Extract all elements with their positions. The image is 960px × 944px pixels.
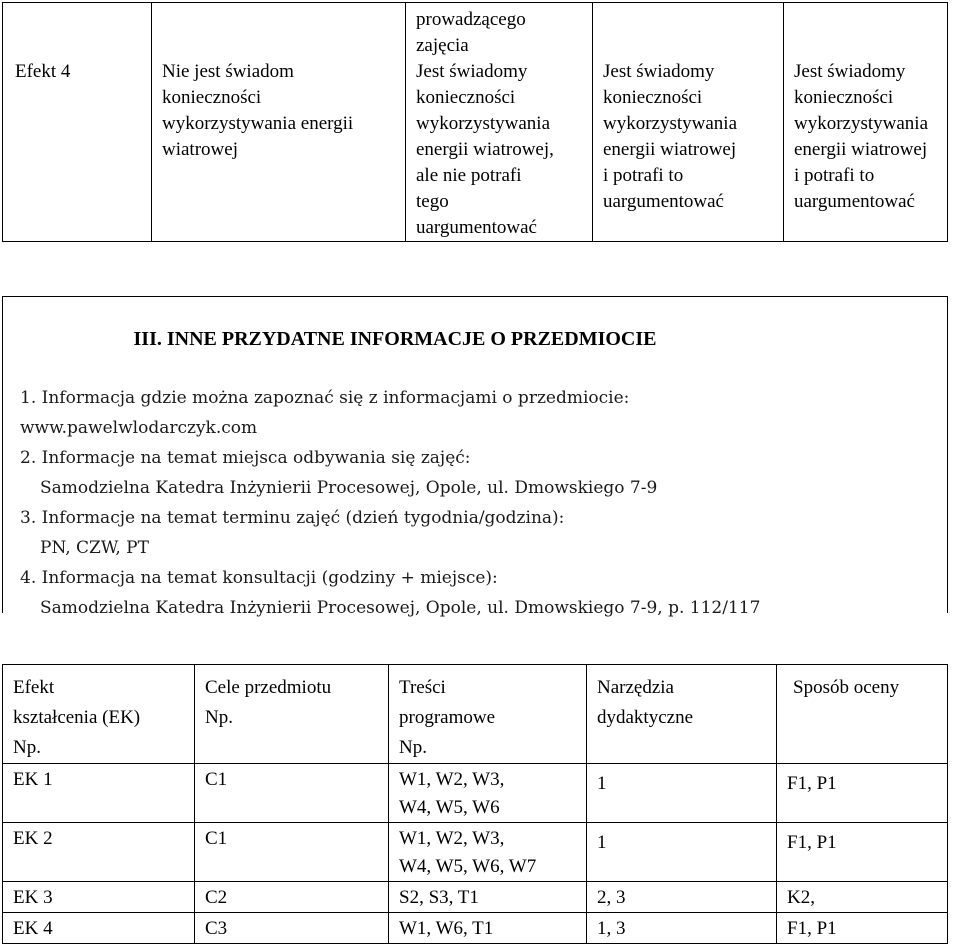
grade-3-cell: prowadzącego zajęcia Jest świadomy konieczności wykorzystywania energii wiatrowej, ale nie potrafi tego uargumentować [406, 3, 593, 242]
header-content: Treści programowe Np. [389, 665, 587, 764]
info-item-2-answer: Samodzielna Katedra Inżynierii Procesowej, Opole, ul. Dmowskiego 7-9 [40, 478, 658, 498]
table-row [3, 823, 948, 882]
cell-effect: EK 2 [3, 823, 195, 882]
info-item-4-question: 4. Informacja na temat konsultacji (godziny + miejsce): [20, 568, 498, 588]
effect-label-cell: Efekt 4 [3, 3, 152, 242]
header-effect: Efekt kształcenia (EK) Np. [3, 665, 195, 764]
section-title: III. INNE PRZYDATNE INFORMACJE O PRZEDMIOCIE [133, 328, 657, 350]
cell-assessment: F1, P1 [777, 823, 948, 882]
cell-tools: 1, 3 [587, 913, 777, 944]
cell-goal: C2 [195, 882, 389, 913]
table-row [3, 882, 948, 913]
cell-goal: C1 [195, 823, 389, 882]
cell-tools: 2, 3 [587, 882, 777, 913]
info-item-1-answer: www.pawelwlodarczyk.com [20, 418, 258, 438]
cell-effect: EK 4 [3, 913, 195, 944]
grade-4-cell: Jest świadomy konieczności wykorzystywania energii wiatrowej i potrafi to uargumentować [593, 3, 784, 242]
cell-content: S2, S3, T1 [389, 882, 587, 913]
table-row [3, 913, 948, 944]
assessment-criteria-table [2, 2, 948, 242]
info-item-1-question: 1. Informacja gdzie można zapoznać się z informacjami o przedmiocie: [20, 388, 630, 408]
cell-assessment: F1, P1 [777, 764, 948, 823]
cell-assessment: F1, P1 [777, 913, 948, 944]
grade-2-cell: Nie jest świadom konieczności wykorzystywania energii wiatrowej [152, 3, 406, 242]
table-row [3, 764, 948, 823]
info-item-3-answer: PN, CZW, PT [40, 538, 149, 558]
table-header-row [3, 665, 948, 764]
cell-content: W1, W6, T1 [389, 913, 587, 944]
learning-effects-table [2, 664, 948, 944]
info-item-2-question: 2. Informacje na temat miejsca odbywania się zajęć: [20, 448, 471, 468]
grade-5-cell: Jest świadomy konieczności wykorzystywania energii wiatrowej i potrafi to uargumentować [784, 3, 948, 242]
cell-content: W1, W2, W3, W4, W5, W6 [389, 764, 587, 823]
cell-goal: C3 [195, 913, 389, 944]
cell-tools: 1 [587, 764, 777, 823]
info-item-3-question: 3. Informacje na temat terminu zajęć (dzień tygodnia/godzina): [20, 508, 565, 528]
header-assessment: Sposób oceny [777, 665, 948, 764]
cell-tools: 1 [587, 823, 777, 882]
header-tools: Narzędzia dydaktyczne [587, 665, 777, 764]
header-goals: Cele przedmiotu Np. [195, 665, 389, 764]
cell-content: W1, W2, W3, W4, W5, W6, W7 [389, 823, 587, 882]
info-item-4-answer: Samodzielna Katedra Inżynierii Procesowej, Opole, ul. Dmowskiego 7-9, p. 112/117 [40, 598, 761, 618]
info-list [20, 383, 940, 623]
cell-effect: EK 1 [3, 764, 195, 823]
table-row [3, 3, 948, 242]
cell-assessment: K2, [777, 882, 948, 913]
cell-effect: EK 3 [3, 882, 195, 913]
cell-goal: C1 [195, 764, 389, 823]
